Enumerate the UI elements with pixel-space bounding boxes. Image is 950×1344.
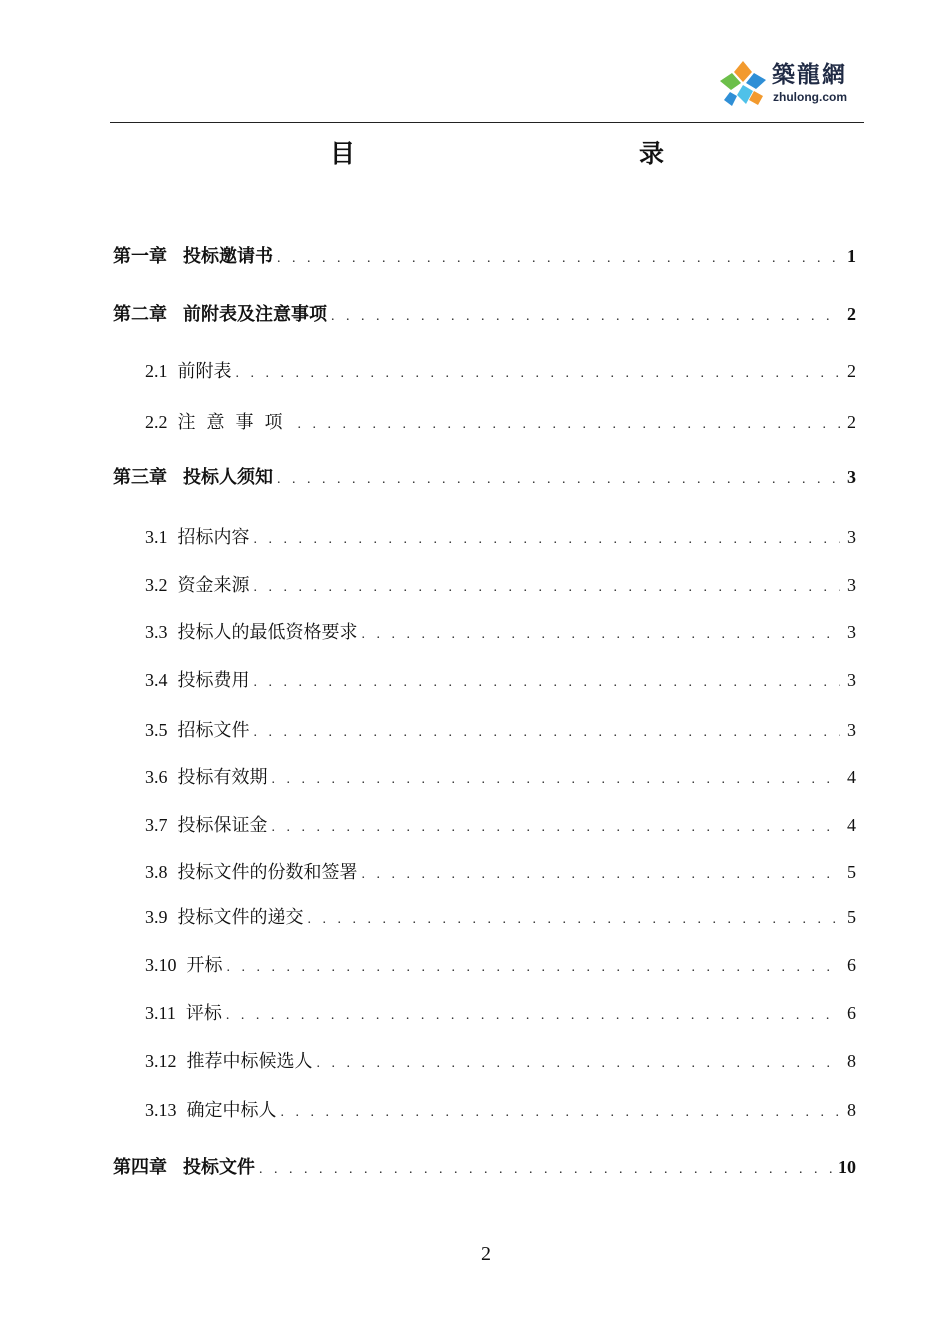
toc-label: 投标文件: [183, 1157, 255, 1178]
footer-page-number: 2: [481, 1243, 491, 1265]
toc-entry-section-3-8[interactable]: [145, 858, 856, 886]
toc-label: 前附表: [177, 361, 232, 382]
logo-chinese-text: 築龍網: [772, 62, 847, 88]
toc-page-number: 2: [847, 361, 856, 381]
toc-leader-dots: [298, 417, 841, 433]
toc-label: 招标内容: [177, 527, 250, 548]
toc-label: 投标文件的递交: [177, 907, 304, 928]
toc-number: 3.10: [145, 955, 177, 975]
toc-entry-section-3-1[interactable]: [145, 523, 856, 551]
toc-entry-chapter-4[interactable]: [113, 1153, 856, 1181]
toc-leader-dots: [272, 820, 841, 836]
toc-number: 第四章: [113, 1157, 167, 1177]
toc-number: 3.8: [145, 862, 168, 882]
toc-label: 投标人的最低资格要求: [177, 622, 358, 643]
toc-leader-dots: [281, 1105, 841, 1121]
toc-label: 投标费用: [177, 670, 250, 691]
toc-leader-dots: [362, 627, 841, 643]
toc-number: 第一章: [113, 246, 167, 266]
toc-leader-dots: [227, 960, 841, 976]
toc-page-number: 3: [847, 527, 856, 547]
toc-entry-section-3-4[interactable]: [145, 666, 856, 694]
toc-label: 推荐中标候选人: [186, 1051, 313, 1072]
toc-number: 3.13: [145, 1100, 177, 1120]
toc-entry-section-3-6[interactable]: [145, 763, 856, 791]
toc-label: 投标人须知: [183, 467, 273, 488]
toc-entry-chapter-2[interactable]: [113, 300, 856, 328]
toc-page-number: 10: [838, 1157, 856, 1177]
toc-leader-dots: [254, 675, 841, 691]
toc-number: 3.4: [145, 670, 168, 690]
toc-number: 第二章: [113, 304, 167, 324]
toc-leader-dots: [308, 912, 841, 928]
page-title: [330, 136, 664, 172]
toc-entry-section-2-1[interactable]: [145, 357, 856, 385]
toc-page-number: 3: [847, 467, 856, 487]
toc-leader-dots: [362, 867, 841, 883]
toc-leader-dots: [254, 532, 841, 548]
toc-page-number: 2: [847, 304, 856, 324]
toc-page-number: 2: [847, 412, 856, 432]
toc-page-number: 6: [847, 955, 856, 975]
toc-number: 2.1: [145, 361, 168, 381]
toc-label: 资金来源: [177, 575, 250, 596]
header-rule: [110, 122, 864, 123]
toc-label: 评标: [185, 1003, 222, 1024]
toc-entry-chapter-3[interactable]: [113, 463, 856, 491]
toc-page-number: 8: [847, 1051, 856, 1071]
toc-entry-chapter-1[interactable]: [113, 242, 856, 270]
toc-entry-section-3-7[interactable]: [145, 811, 856, 839]
toc-leader-dots: [272, 772, 841, 788]
toc-label: 确定中标人: [186, 1100, 277, 1121]
toc-label: 招标文件: [177, 720, 250, 741]
toc-number: 2.2: [145, 412, 168, 432]
toc-number: 3.3: [145, 622, 168, 642]
toc-label: 开标: [186, 955, 223, 976]
toc-page-number: 4: [847, 767, 856, 787]
toc-number: 3.1: [145, 527, 168, 547]
toc-entry-section-3-2[interactable]: [145, 571, 856, 599]
toc-entry-section-3-12[interactable]: [145, 1047, 856, 1075]
toc-number: 3.12: [145, 1051, 177, 1071]
zhulong-logo: [716, 58, 866, 110]
toc-number: 3.5: [145, 720, 168, 740]
toc-page-number: 3: [847, 622, 856, 642]
zhulong-logo-icon: [716, 58, 770, 110]
toc-leader-dots: [317, 1056, 841, 1072]
toc-leader-dots: [254, 725, 841, 741]
title-char-right: 录: [638, 139, 664, 168]
toc-leader-dots: [254, 580, 841, 596]
toc-entry-section-3-11[interactable]: [145, 999, 856, 1027]
title-char-left: 目: [330, 139, 356, 168]
toc-entry-section-3-5[interactable]: [145, 716, 856, 744]
toc-label: 投标保证金: [177, 815, 268, 836]
toc-page-number: 3: [847, 720, 856, 740]
toc-page-number: 3: [847, 670, 856, 690]
toc-leader-dots: [277, 251, 840, 267]
toc-leader-dots: [331, 309, 840, 325]
toc-leader-dots: [236, 366, 841, 382]
toc-label: 前附表及注意事项: [183, 304, 327, 325]
logo-domain-text: zhulong.com: [773, 90, 847, 104]
toc-number: 3.9: [145, 907, 168, 927]
toc-page-number: 6: [847, 1003, 856, 1023]
toc-label: 投标邀请书: [183, 246, 273, 267]
toc-number: 3.11: [145, 1003, 176, 1023]
toc-page-number: 3: [847, 575, 856, 595]
toc-entry-section-3-10[interactable]: [145, 951, 856, 979]
toc-label: 注意事项: [177, 412, 294, 433]
toc-leader-dots: [259, 1162, 834, 1178]
toc-number: 第三章: [113, 467, 167, 487]
toc-page-number: 5: [847, 907, 856, 927]
toc-entry-section-2-2[interactable]: [145, 408, 856, 436]
toc-number: 3.6: [145, 767, 168, 787]
toc-number: 3.7: [145, 815, 168, 835]
toc-page-number: 8: [847, 1100, 856, 1120]
toc-leader-dots: [226, 1008, 840, 1024]
toc-page-number: 1: [847, 246, 856, 266]
toc-number: 3.2: [145, 575, 168, 595]
toc-entry-section-3-13[interactable]: [145, 1096, 856, 1124]
toc-page-number: 4: [847, 815, 856, 835]
toc-label: 投标有效期: [177, 767, 268, 788]
toc-page-number: 5: [847, 862, 856, 882]
toc-leader-dots: [277, 472, 840, 488]
toc-entry-section-3-9[interactable]: [145, 903, 856, 931]
toc-entry-section-3-3[interactable]: [145, 618, 856, 646]
toc-label: 投标文件的份数和签署: [177, 862, 358, 883]
